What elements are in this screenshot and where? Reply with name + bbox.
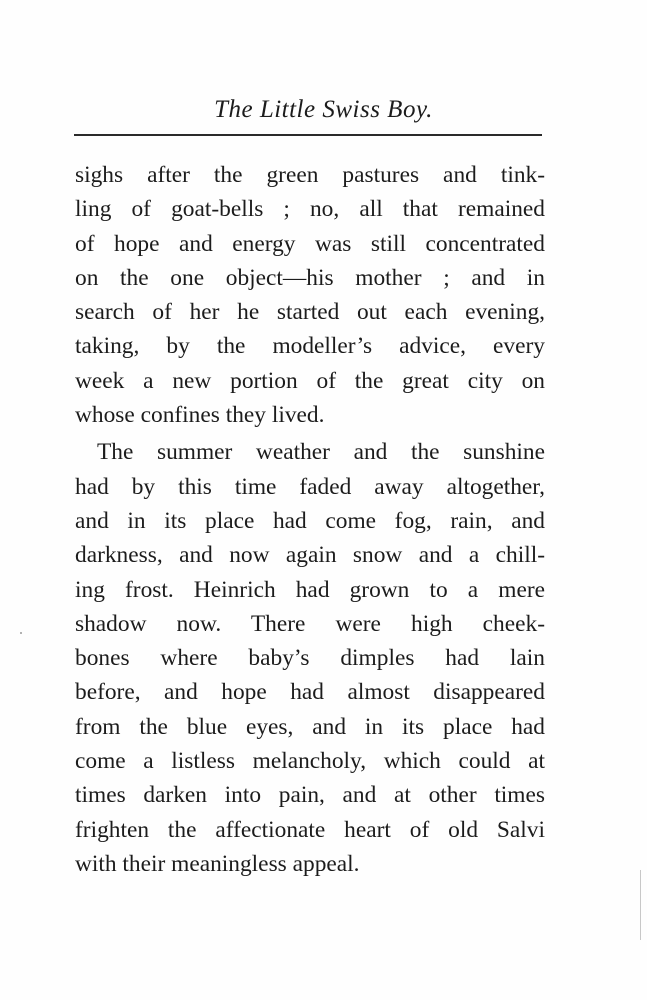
body-text bbox=[75, 158, 545, 881]
text-line: times darken into pain, and at other times bbox=[75, 782, 545, 809]
text-line: shadow now. There were high cheek- bbox=[75, 610, 545, 637]
header-rule bbox=[74, 134, 542, 136]
text-line: of hope and energy was still concentrated bbox=[75, 230, 545, 257]
paragraph-1 bbox=[75, 158, 545, 432]
paper-speck bbox=[20, 632, 22, 634]
text-line: week a new portion of the great city on bbox=[75, 367, 545, 394]
page-edge-mark bbox=[640, 870, 641, 940]
text-line: before, and hope had almost disappeared bbox=[75, 679, 545, 706]
text-line: frighten the affectionate heart of old Salvi bbox=[75, 816, 545, 843]
text-line: darkness, and now again snow and a chill- bbox=[75, 542, 545, 569]
text-line: bones where baby’s dimples had lain bbox=[75, 645, 545, 672]
text-line: sighs after the green pastures and tink- bbox=[75, 162, 545, 188]
text-line: ling of goat-bells ; no, all that remained bbox=[75, 196, 545, 223]
running-title: The Little Swiss Boy. bbox=[214, 96, 433, 123]
text-line: search of her he started out each evening, bbox=[75, 299, 545, 326]
text-line: The summer weather and the sunshine bbox=[97, 439, 545, 466]
text-line: come a listless melancholy, which could at bbox=[75, 748, 545, 775]
text-line: ing frost. Heinrich had grown to a mere bbox=[75, 576, 545, 603]
paragraph-2 bbox=[75, 435, 545, 881]
text-line: taking, by the modeller’s advice, every bbox=[75, 333, 545, 360]
text-line: from the blue eyes, and in its place had bbox=[75, 713, 545, 740]
text-line: and in its place had come fog, rain, and bbox=[75, 507, 545, 534]
text-line: with their meaningless appeal. bbox=[75, 850, 360, 877]
text-line: on the one object—his mother ; and in bbox=[75, 264, 545, 291]
text-line: whose confines they lived. bbox=[75, 402, 325, 429]
text-line: had by this time faded away altogether, bbox=[75, 473, 545, 500]
